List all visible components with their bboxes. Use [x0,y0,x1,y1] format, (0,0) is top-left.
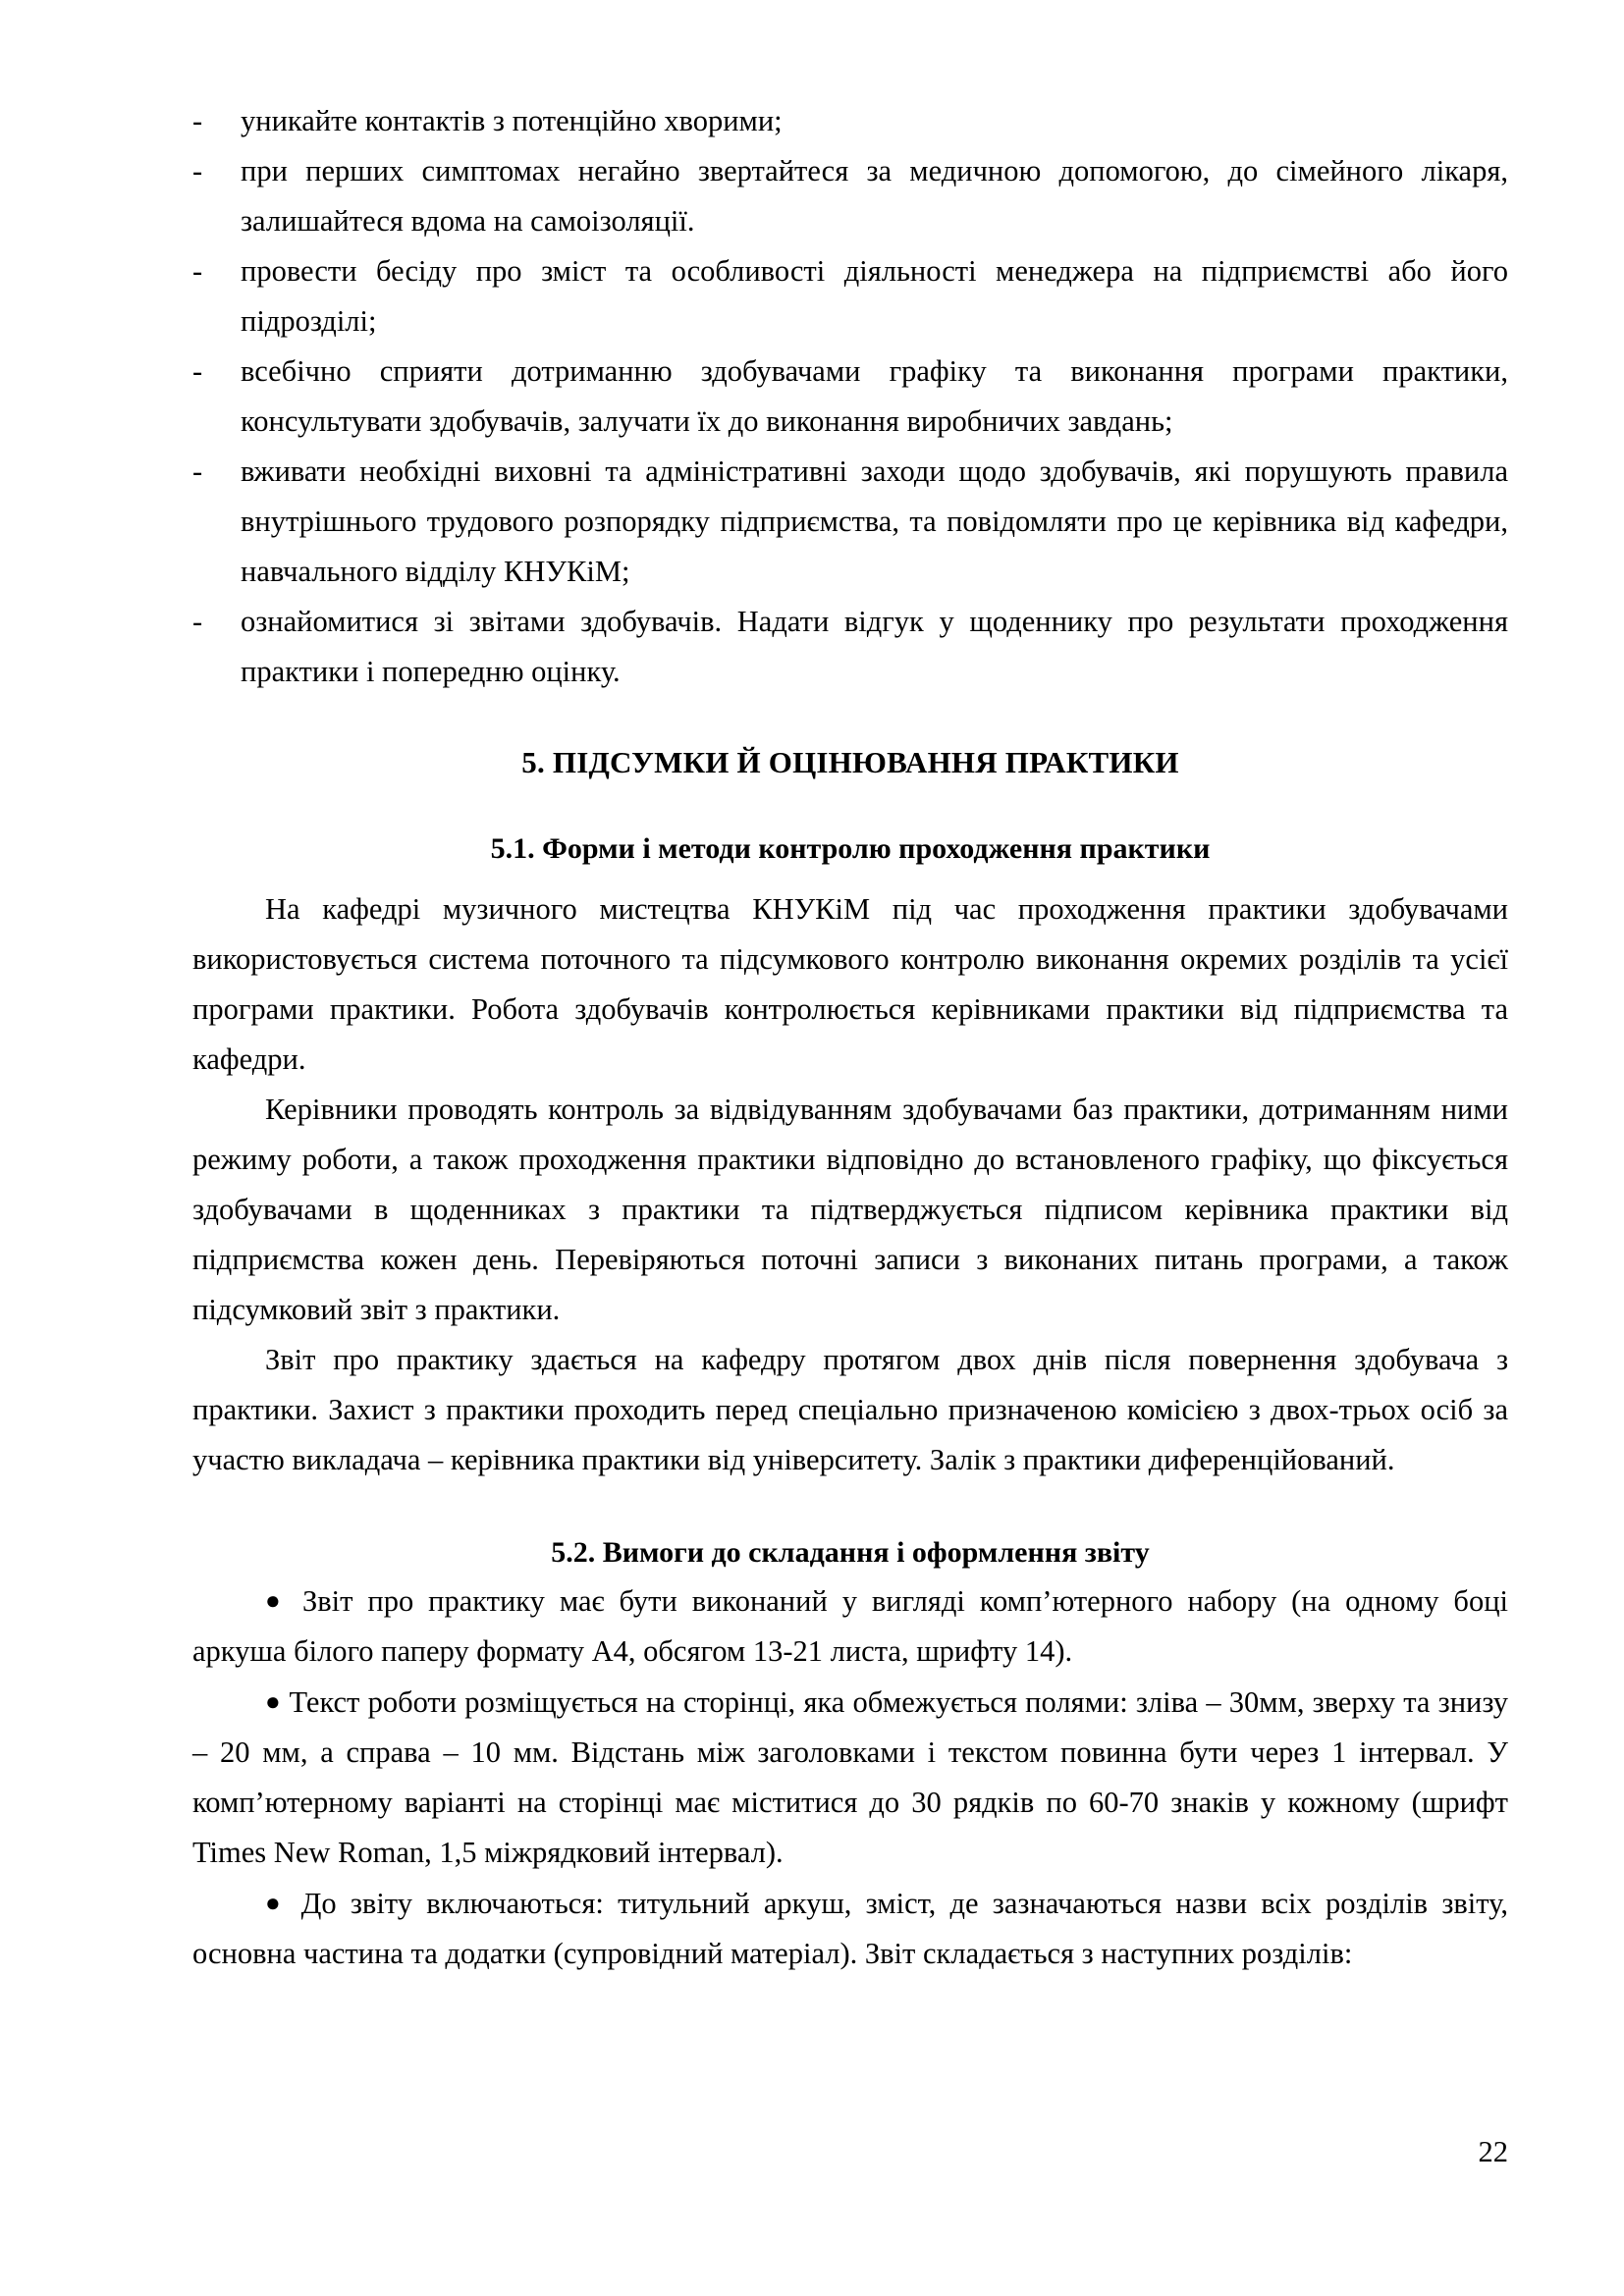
chapter-heading: 5. ПІДСУМКИ Й ОЦІНЮВАННЯ ПРАКТИКИ [521,745,1179,779]
list-item-text: уникайте контактів з потенційно хворими; [241,104,783,137]
paragraph-bullet [192,1878,1508,1979]
dash-bullet-marker: - [192,605,203,638]
section-heading-5-1: 5.1. Форми і методи контролю проходження практики [490,832,1211,865]
paragraph: Керівники проводять контроль за відвідуванням здобувачами баз практики, дотриманням ними режиму роботи, а також проходження практики відповідно до встановленого графіку, що фіксується здобувачами в щоденниках з практики та підтверджується підписом керівника практики від підприємства кожен день. Перевіряються поточні записи з виконаних питань програми, а також підсумковий звіт з практики. [192,1093,1508,1326]
page-number: 22 [1478,2135,1508,2168]
paragraph-bullet-text: До звіту включаються: титульний аркуш, зміст, де зазначаються назви всіх розділів звіту, основна частина та додатки (супровідний матеріал). Звіт складається з наступних розділів: [192,1887,1508,1970]
list-item [192,347,1508,447]
list-item [192,146,1508,246]
paragraph: Звіт про практику здається на кафедру протягом двох днів після повернення здобувача з практики. Захист з практики проходить перед спеціально призначеною комісією з двох-трьох осіб за участю викладача – керівника практики від університету. Залік з практики диференційований. [192,1343,1508,1476]
list-item [192,597,1508,697]
dash-bullet-marker: - [192,454,203,488]
list-item [192,246,1508,347]
list-item-text: вживати необхідні виховні та адміністративні заходи щодо здобувачів, які порушують правила внутрішнього трудового розпорядку підприємства, та повідомляти про це керівника від кафедри, навчального відділу КНУКіМ; [241,454,1508,588]
dash-bullet-marker: - [192,254,203,288]
dash-bullet-marker: - [192,354,203,388]
list-item [192,96,1508,146]
list-item-text: провести бесіду про зміст та особливості діяльності менеджера на підприємстві або його підрозділі; [241,254,1508,338]
paragraph-bullet [192,1677,1508,1878]
paragraph-bullet-text: Звіт про практику має бути виконаний у вигляді комп’ютерного набору (на одному боці аркуша білого паперу формату А4, обсягом 13-21 листа, шрифту 14). [192,1584,1508,1668]
list-item-text: всебічно сприяти дотриманню здобувачами графіку та виконання програми практики, консультувати здобувачів, залучати їх до виконання виробничих завдань; [241,354,1508,438]
dash-bullet-marker: - [192,104,203,137]
round-bullet-marker: ● [265,1889,288,1917]
round-bullet-marker: ● [265,1687,282,1716]
list-item [192,447,1508,597]
paragraph-bullet [192,1575,1508,1677]
list-item-text: при перших симптомах негайно звертайтеся за медичною допомогою, до сімейного лікаря, залишайтеся вдома на самоізоляції. [241,154,1508,238]
page-content [192,96,1508,1979]
paragraph-bullet-text: Текст роботи розміщується на сторінці, яка обмежується полями: зліва – 30мм, зверху та знизу – 20 мм, а справа – 10 мм. Відстань між заголовками і текстом повинна бути через 1 інтервал. У комп’ютерному варіанті на сторінці має міститися до 30 рядків по 60-70 знаків у кожному (шрифт Times New Roman, 1,5 міжрядковий інтервал). [192,1685,1508,1869]
round-bullet-marker: ● [265,1586,289,1615]
paragraph: На кафедрі музичного мистецтва КНУКіМ під час проходження практики здобувачами використовується система поточного та підсумкового контролю виконання окремих розділів та усієї програми практики. Робота здобувачів контролюється керівниками практики від підприємства та кафедри. [192,892,1508,1076]
list-item-text: ознайомитися зі звітами здобувачів. Надати відгук у щоденнику про результати проходження практики і попередню оцінку. [241,605,1508,688]
duty-bullet-list [192,96,1508,697]
dash-bullet-marker: - [192,154,203,187]
section-heading-5-2: 5.2. Вимоги до складання і оформлення звіту [551,1536,1150,1569]
